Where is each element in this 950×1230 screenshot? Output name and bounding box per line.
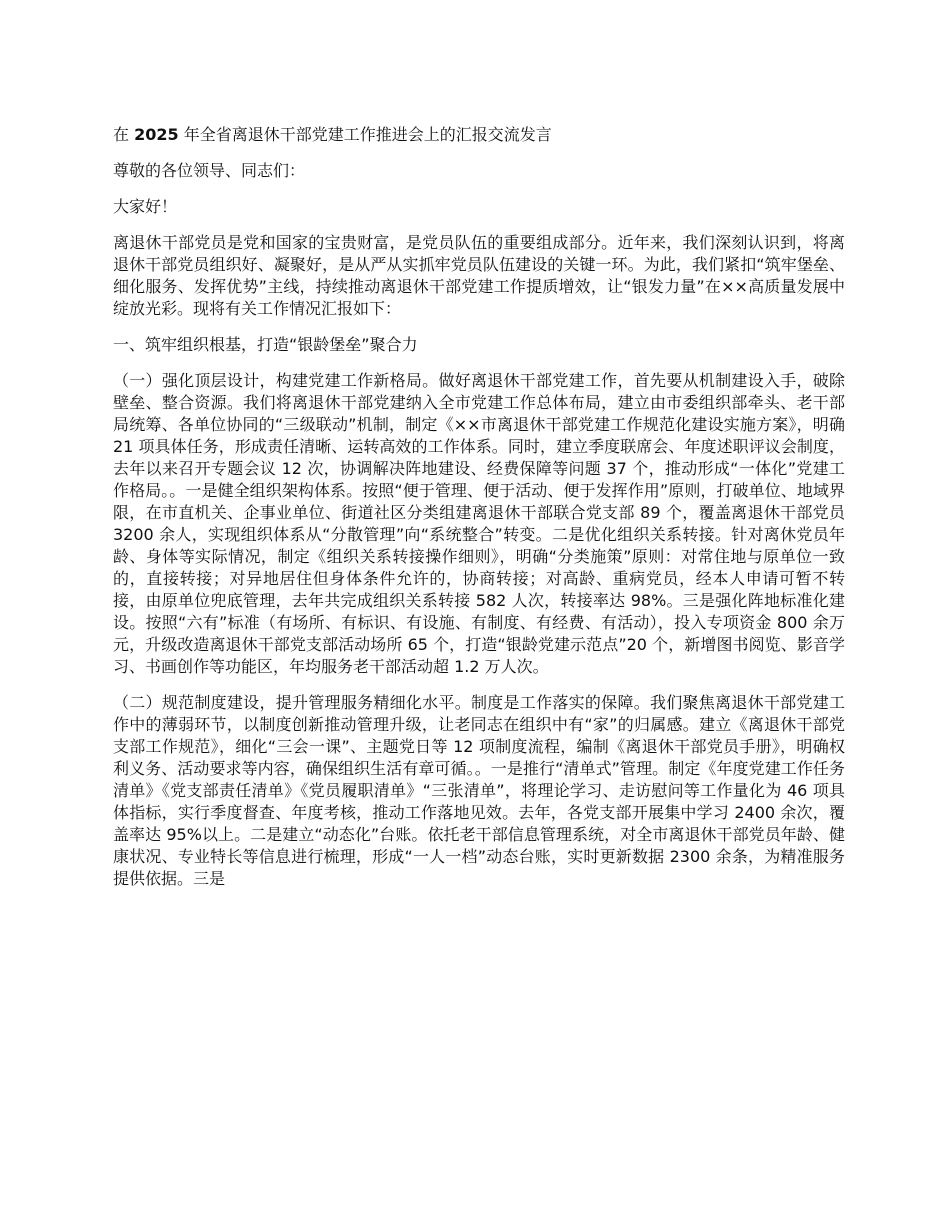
title-year: 2025 bbox=[134, 125, 179, 144]
document-title bbox=[113, 124, 845, 146]
body-paragraph: （二）规范制度建设，提升管理服务精细化水平。制度是工作落实的保障。我们聚焦离退休干部党建工作中的薄弱环节，以制度创新推动管理升级，让老同志在组织中有“家”的归属感。建立《离退休干部党支部工作规范》，细化“三会一课”、主题党日等 12 项制度流程，编制《离退休干部党员手册》，明确权利义务、活动要求等内容，确保组织生活有章可循。。一是推行“清单式”管理。制定《年度党建工作任务清单》《党支部责任清单》《党员履职清单》“三张清单”，将理论学习、走访慰问等工作量化为 46 项具体指标，实行季度督查、年度考核，推动工作落地见效。去年，各党支部开展集中学习 2400 余次，覆盖率达 95%以上。二是建立“动态化”台账。依托老干部信息管理系统，对全市离退休干部党员年龄、健康状况、专业特长等信息进行梳理，形成“一人一档”动态台账，实时更新数据 2300 余条，为精准服务提供依据。三是 bbox=[113, 693, 845, 888]
intro-paragraph: 离退休干部党员是党和国家的宝贵财富，是党员队伍的重要组成部分。近年来，我们深刻认识到，将离退休干部党员组织好、凝聚好，是从严从实抓牢党员队伍建设的关键一环。为此，我们紧扣“筑牢堡垒、细化服务、发挥优势”主线，持续推动离退休干部党建工作提质增效，让“银发力量”在××高质量发展中绽放光彩。现将有关工作情况汇报如下： bbox=[113, 233, 845, 318]
salutation: 尊敬的各位领导、同志们： bbox=[113, 161, 306, 180]
title-suffix: 年全省离退休干部党建工作推进会上的汇报交流发言 bbox=[178, 125, 552, 144]
section-heading: 一、筑牢组织根基，打造“银龄堡垒”聚合力 bbox=[113, 335, 418, 354]
document-body bbox=[113, 124, 845, 904]
greeting: 大家好！ bbox=[113, 197, 178, 216]
title-prefix: 在 bbox=[113, 125, 135, 144]
body-paragraph: （一）强化顶层设计，构建党建工作新格局。做好离退休干部党建工作，首先要从机制建设入手，破除壁垒、整合资源。我们将离退休干部党建纳入全市党建工作总体布局，建立由市委组织部牵头、老干部局统筹、各单位协同的“三级联动”机制，制定《××市离退休干部党建工作规范化建设实施方案》，明确 21 项具体任务，形成责任清晰、运转高效的工作体系。同时，建立季度联席会、年度述职评议会制度，去年以来召开专题会议 12 次，协调解决阵地建设、经费保障等问题 37 个，推动形成“一体化”党建工作格局。。一是健全组织架构体系。按照“便于管理、便于活动、便于发挥作用”原则，打破单位、地域界限，在市直机关、企事业单位、街道社区分类组建离退休干部联合党支部 89 个，覆盖离退休干部党员 3200 余人，实现组织体系从“分散管理”向“系统整合”转变。二是优化组织关系转接。针对离休党员年龄、身体等实际情况，制定《组织关系转接操作细则》，明确“分类施策”原则：对常住地与原单位一致的，直接转接；对异地居住但身体条件允许的，协商转接；对高龄、重病党员，经本人申请可暂不转接，由原单位兜底管理，去年共完成组织关系转接 582 人次，转接率达 98%。三是强化阵地标准化建设。按照“六有”标准（有场所、有标识、有设施、有制度、有经费、有活动），投入专项资金 800 余万元，升级改造离退休干部党支部活动场所 65 个，打造“银龄党建示范点”20 个，新增图书阅览、影音学习、书画创作等功能区，年均服务老干部活动超 1.2 万人次。 bbox=[113, 371, 845, 676]
